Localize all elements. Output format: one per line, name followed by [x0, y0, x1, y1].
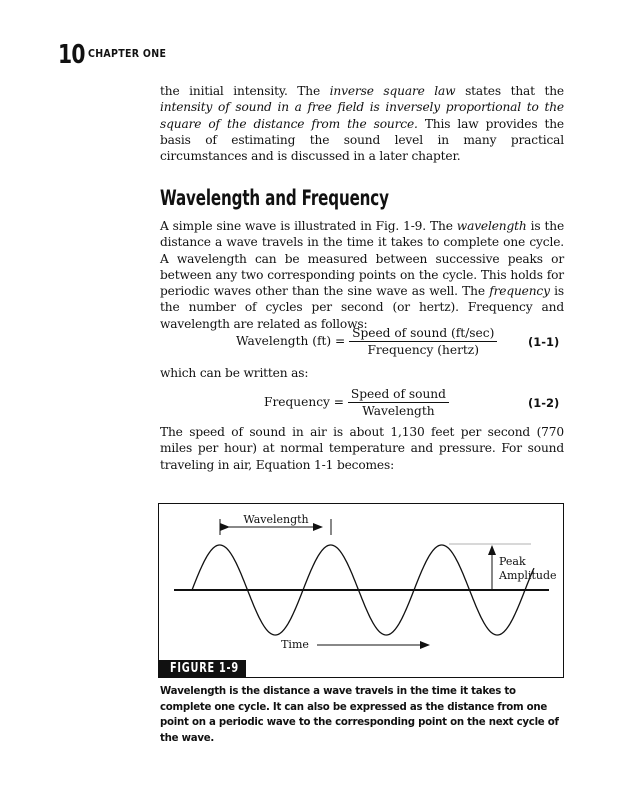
figure-label: FIGURE 1-9 — [158, 660, 246, 678]
equation-1-numerator: Speed of sound (ft/sec) — [349, 326, 497, 342]
equation-1-number: (1-1) — [528, 335, 560, 349]
intro-paragraph: the initial intensity. The inverse square law states that the intensity of sound in a free field is inversely proportional to the square of the distance from the source. This law provides the basis of estimating the sound level in many practical circumstances and is discussed in a later chapter. — [160, 84, 564, 164]
paragraph-speed-of-sound: The speed of sound in air is about 1,130 feet per second (770 miles per hour) at normal temperature and pressure. For sound traveling in air, Equation 1-1 becomes: — [160, 425, 564, 472]
wavelength-label: Wavelength — [243, 513, 309, 526]
equation-2-number: (1-2) — [528, 396, 560, 410]
page-header — [58, 40, 166, 70]
equation-1-lhs: Wavelength (ft) = — [236, 334, 346, 348]
equation-2-numerator: Speed of sound — [348, 387, 449, 403]
sine-wave-diagram — [159, 504, 563, 677]
section-title: Wavelength and Frequency — [160, 186, 389, 210]
equation-2 — [264, 387, 449, 418]
time-label: Time — [281, 638, 309, 651]
figure-caption: Wavelength is the distance a wave travels in the time it takes to complete one cycle. It can also be expressed as the distance from one point on a periodic wave to the corresponding point on the next cycle of the wave. — [160, 686, 559, 744]
chapter-title: CHAPTER ONE — [88, 48, 167, 60]
amplitude-label: Amplitude — [499, 569, 557, 582]
paragraph-wavelength-frequency: A simple sine wave is illustrated in Fig. 1-9. The wavelength is the distance a wave travels in the time it takes to complete one cycle. A wavelength can be measured between successive peaks or between any two corresponding points on the cycle. This holds for periodic waves other than the sine wave as well. The frequency is the number of cycles per second (or hertz). Frequency and wavelength are related as follows: — [160, 219, 565, 331]
peak-label: Peak — [499, 555, 526, 568]
equation-2-denominator: Wavelength — [362, 404, 435, 418]
between-text: which can be written as: — [160, 366, 309, 380]
equation-2-lhs: Frequency = — [264, 395, 345, 409]
equation-1 — [236, 326, 497, 357]
figure-1-9 — [158, 503, 564, 678]
page-number: 10 — [58, 40, 85, 70]
equation-1-denominator: Frequency (hertz) — [367, 343, 479, 357]
